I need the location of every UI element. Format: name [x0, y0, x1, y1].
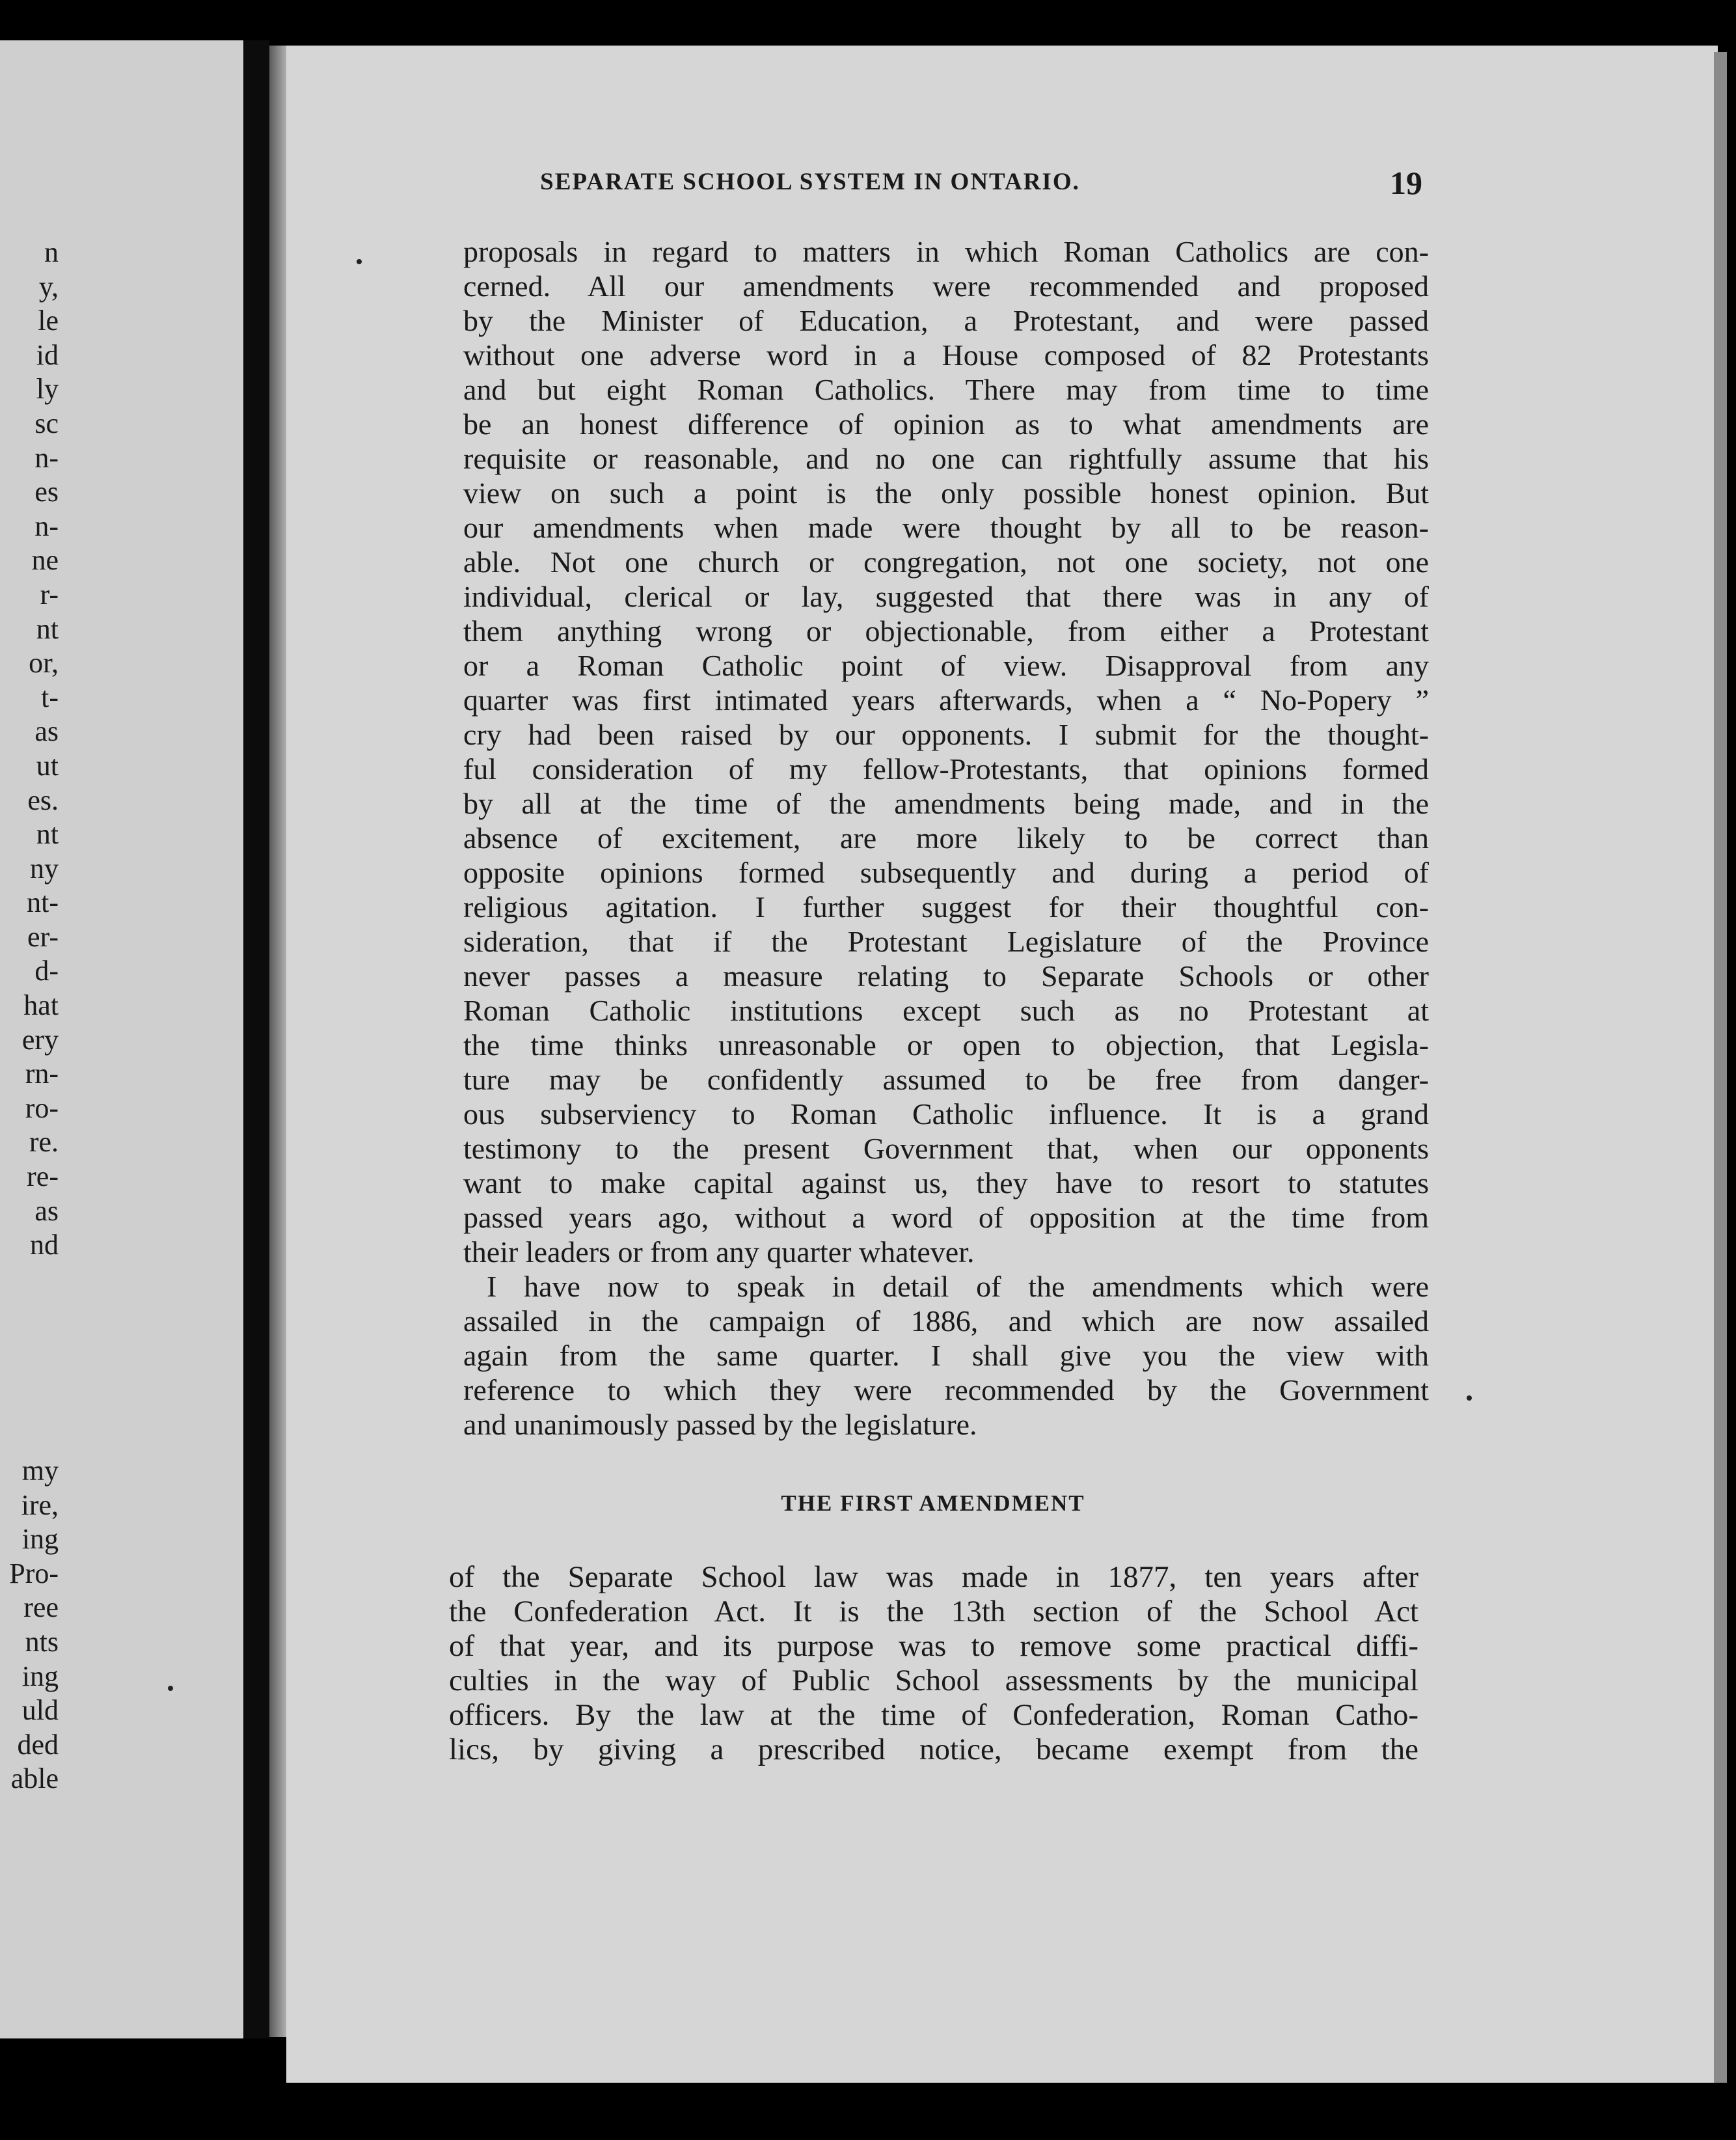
- left-page-fragment: [0, 40, 249, 2038]
- text-line: absence of excitement, are more likely to be correct than: [463, 821, 1429, 855]
- left-text-fragment: r-: [40, 578, 59, 610]
- left-text-fragment: ro-: [25, 1091, 59, 1124]
- left-text-fragment: es.: [27, 784, 59, 816]
- left-text-fragment: n-: [34, 510, 59, 542]
- text-line: of that year, and its purpose was to remove some practical diffi-: [449, 1629, 1418, 1663]
- text-line: I have now to speak in detail of the amendments which were: [487, 1270, 1429, 1303]
- text-line: and but eight Roman Catholics. There may from time to time: [463, 373, 1429, 406]
- left-text-fragment: nts: [25, 1625, 59, 1658]
- left-text-fragment: nt: [36, 818, 59, 851]
- body-text-continued: [449, 1559, 1418, 1766]
- left-page-text-top: [0, 236, 59, 1263]
- text-line: and unanimously passed by the legislature.: [463, 1408, 977, 1441]
- paragraph: [463, 234, 1429, 1269]
- text-line: ous subserviency to Roman Catholic influence. It is a grand: [463, 1097, 1429, 1131]
- text-line: without one adverse word in a House composed of 82 Protestants: [463, 338, 1429, 372]
- text-line: their leaders or from any quarter whatever.: [463, 1235, 975, 1269]
- text-line: view on such a point is the only possible honest opinion. But: [463, 476, 1429, 510]
- left-text-fragment: re.: [29, 1126, 59, 1159]
- left-text-fragment: uld: [21, 1694, 59, 1727]
- text-line: quarter was first intimated years afterwards, when a “ No-Popery ”: [463, 683, 1429, 717]
- left-text-fragment: id: [36, 338, 59, 371]
- text-line: cerned. All our amendments were recommended and proposed: [463, 269, 1429, 303]
- text-line: able. Not one church or congregation, not one society, not one: [463, 545, 1429, 579]
- left-text-fragment: rn-: [25, 1058, 59, 1090]
- text-line: be an honest difference of opinion as to what amendments are: [463, 407, 1429, 441]
- left-text-fragment: ut: [36, 749, 59, 782]
- left-text-fragment: sc: [34, 407, 59, 439]
- page-number: 19: [1390, 165, 1422, 201]
- body-text: [463, 234, 1429, 1442]
- text-line: never passes a measure relating to Separate Schools or other: [463, 959, 1429, 993]
- left-text-fragment: ne: [31, 544, 59, 577]
- left-text-fragment: ded: [17, 1728, 59, 1761]
- left-text-fragment: er-: [27, 920, 59, 953]
- text-line: lics, by giving a prescribed notice, became exempt from the: [449, 1733, 1418, 1766]
- text-line: them anything wrong or objectionable, from either a Protestant: [463, 614, 1429, 648]
- left-text-fragment: y,: [38, 270, 59, 303]
- speck-mark: [357, 259, 362, 264]
- left-page-text-bottom: [0, 1454, 59, 1796]
- left-text-fragment: hat: [23, 989, 59, 1022]
- text-line: reference to which they were recommended by the Government: [463, 1373, 1429, 1406]
- speck-mark: [1467, 1395, 1472, 1401]
- speck-mark: [168, 1686, 173, 1691]
- text-line: individual, clerical or lay, suggested that there was in any of: [463, 580, 1429, 613]
- paragraph: [449, 1559, 1418, 1766]
- left-text-fragment: es: [34, 476, 59, 508]
- text-line: sideration, that if the Protestant Legislature of the Province: [463, 925, 1429, 958]
- left-text-fragment: ly: [36, 373, 59, 405]
- left-text-fragment: ny: [30, 852, 59, 885]
- text-line: officers. By the law at the time of Confederation, Roman Catho-: [449, 1698, 1418, 1732]
- text-line: testimony to the present Government that, when our opponents: [463, 1132, 1429, 1165]
- left-text-fragment: Pro-: [9, 1557, 59, 1589]
- left-text-fragment: nt-: [27, 886, 59, 919]
- left-text-fragment: as: [34, 1194, 59, 1227]
- left-text-fragment: ing: [21, 1523, 59, 1556]
- left-text-fragment: n-: [34, 441, 59, 474]
- running-head: SEPARATE SCHOOL SYSTEM IN ONTARIO.: [540, 169, 1080, 195]
- left-text-fragment: ire,: [21, 1488, 59, 1521]
- left-text-fragment: re-: [27, 1160, 59, 1193]
- left-text-fragment: ery: [21, 1023, 59, 1056]
- text-line: ture may be confidently assumed to be free from danger-: [463, 1063, 1429, 1096]
- left-text-fragment: nd: [30, 1229, 59, 1261]
- left-text-fragment: n: [44, 236, 59, 268]
- left-text-fragment: able: [10, 1763, 59, 1795]
- text-line: again from the same quarter. I shall give you the view with: [463, 1339, 1429, 1372]
- paragraph: [463, 1269, 1429, 1442]
- text-line: by all at the time of the amendments being made, and in the: [463, 787, 1429, 820]
- left-text-fragment: ing: [21, 1660, 59, 1692]
- text-line: Roman Catholic institutions except such as no Protestant at: [463, 994, 1429, 1027]
- left-text-fragment: le: [38, 305, 59, 337]
- text-line: ful consideration of my fellow-Protestants, that opinions formed: [463, 752, 1429, 786]
- text-line: assailed in the campaign of 1886, and which are now assailed: [463, 1304, 1429, 1338]
- text-line: cry had been raised by our opponents. I submit for the thought-: [463, 718, 1429, 751]
- text-line: want to make capital against us, they have to resort to statutes: [463, 1166, 1429, 1200]
- text-line: proposals in regard to matters in which Roman Catholics are con-: [463, 235, 1429, 268]
- left-text-fragment: or,: [29, 647, 59, 679]
- text-line: of the Separate School law was made in 1877, ten years after: [449, 1560, 1418, 1594]
- text-line: culties in the way of Public School assessments by the municipal: [449, 1664, 1418, 1697]
- left-text-fragment: d-: [34, 955, 59, 987]
- text-line: our amendments when made were thought by all to be reason-: [463, 511, 1429, 544]
- book-gutter: [243, 40, 269, 2038]
- text-line: opposite opinions formed subsequently and during a period of: [463, 856, 1429, 889]
- text-line: the Confederation Act. It is the 13th section of the School Act: [449, 1595, 1418, 1628]
- left-text-fragment: nt: [36, 612, 59, 645]
- text-line: or a Roman Catholic point of view. Disapproval from any: [463, 649, 1429, 682]
- text-line: requisite or reasonable, and no one can rightfully assume that his: [463, 442, 1429, 475]
- section-heading: THE FIRST AMENDMENT: [781, 1490, 1085, 1516]
- text-line: the time thinks unreasonable or open to objection, that Legisla-: [463, 1028, 1429, 1062]
- text-line: passed years ago, without a word of opposition at the time from: [463, 1201, 1429, 1234]
- text-line: religious agitation. I further suggest for their thoughtful con-: [463, 890, 1429, 924]
- left-text-fragment: t-: [41, 681, 59, 713]
- left-text-fragment: ree: [23, 1591, 59, 1624]
- text-line: by the Minister of Education, a Protestant, and were passed: [463, 304, 1429, 337]
- page-edge: [1714, 52, 1727, 2083]
- left-text-fragment: my: [21, 1455, 59, 1487]
- left-text-fragment: as: [34, 715, 59, 748]
